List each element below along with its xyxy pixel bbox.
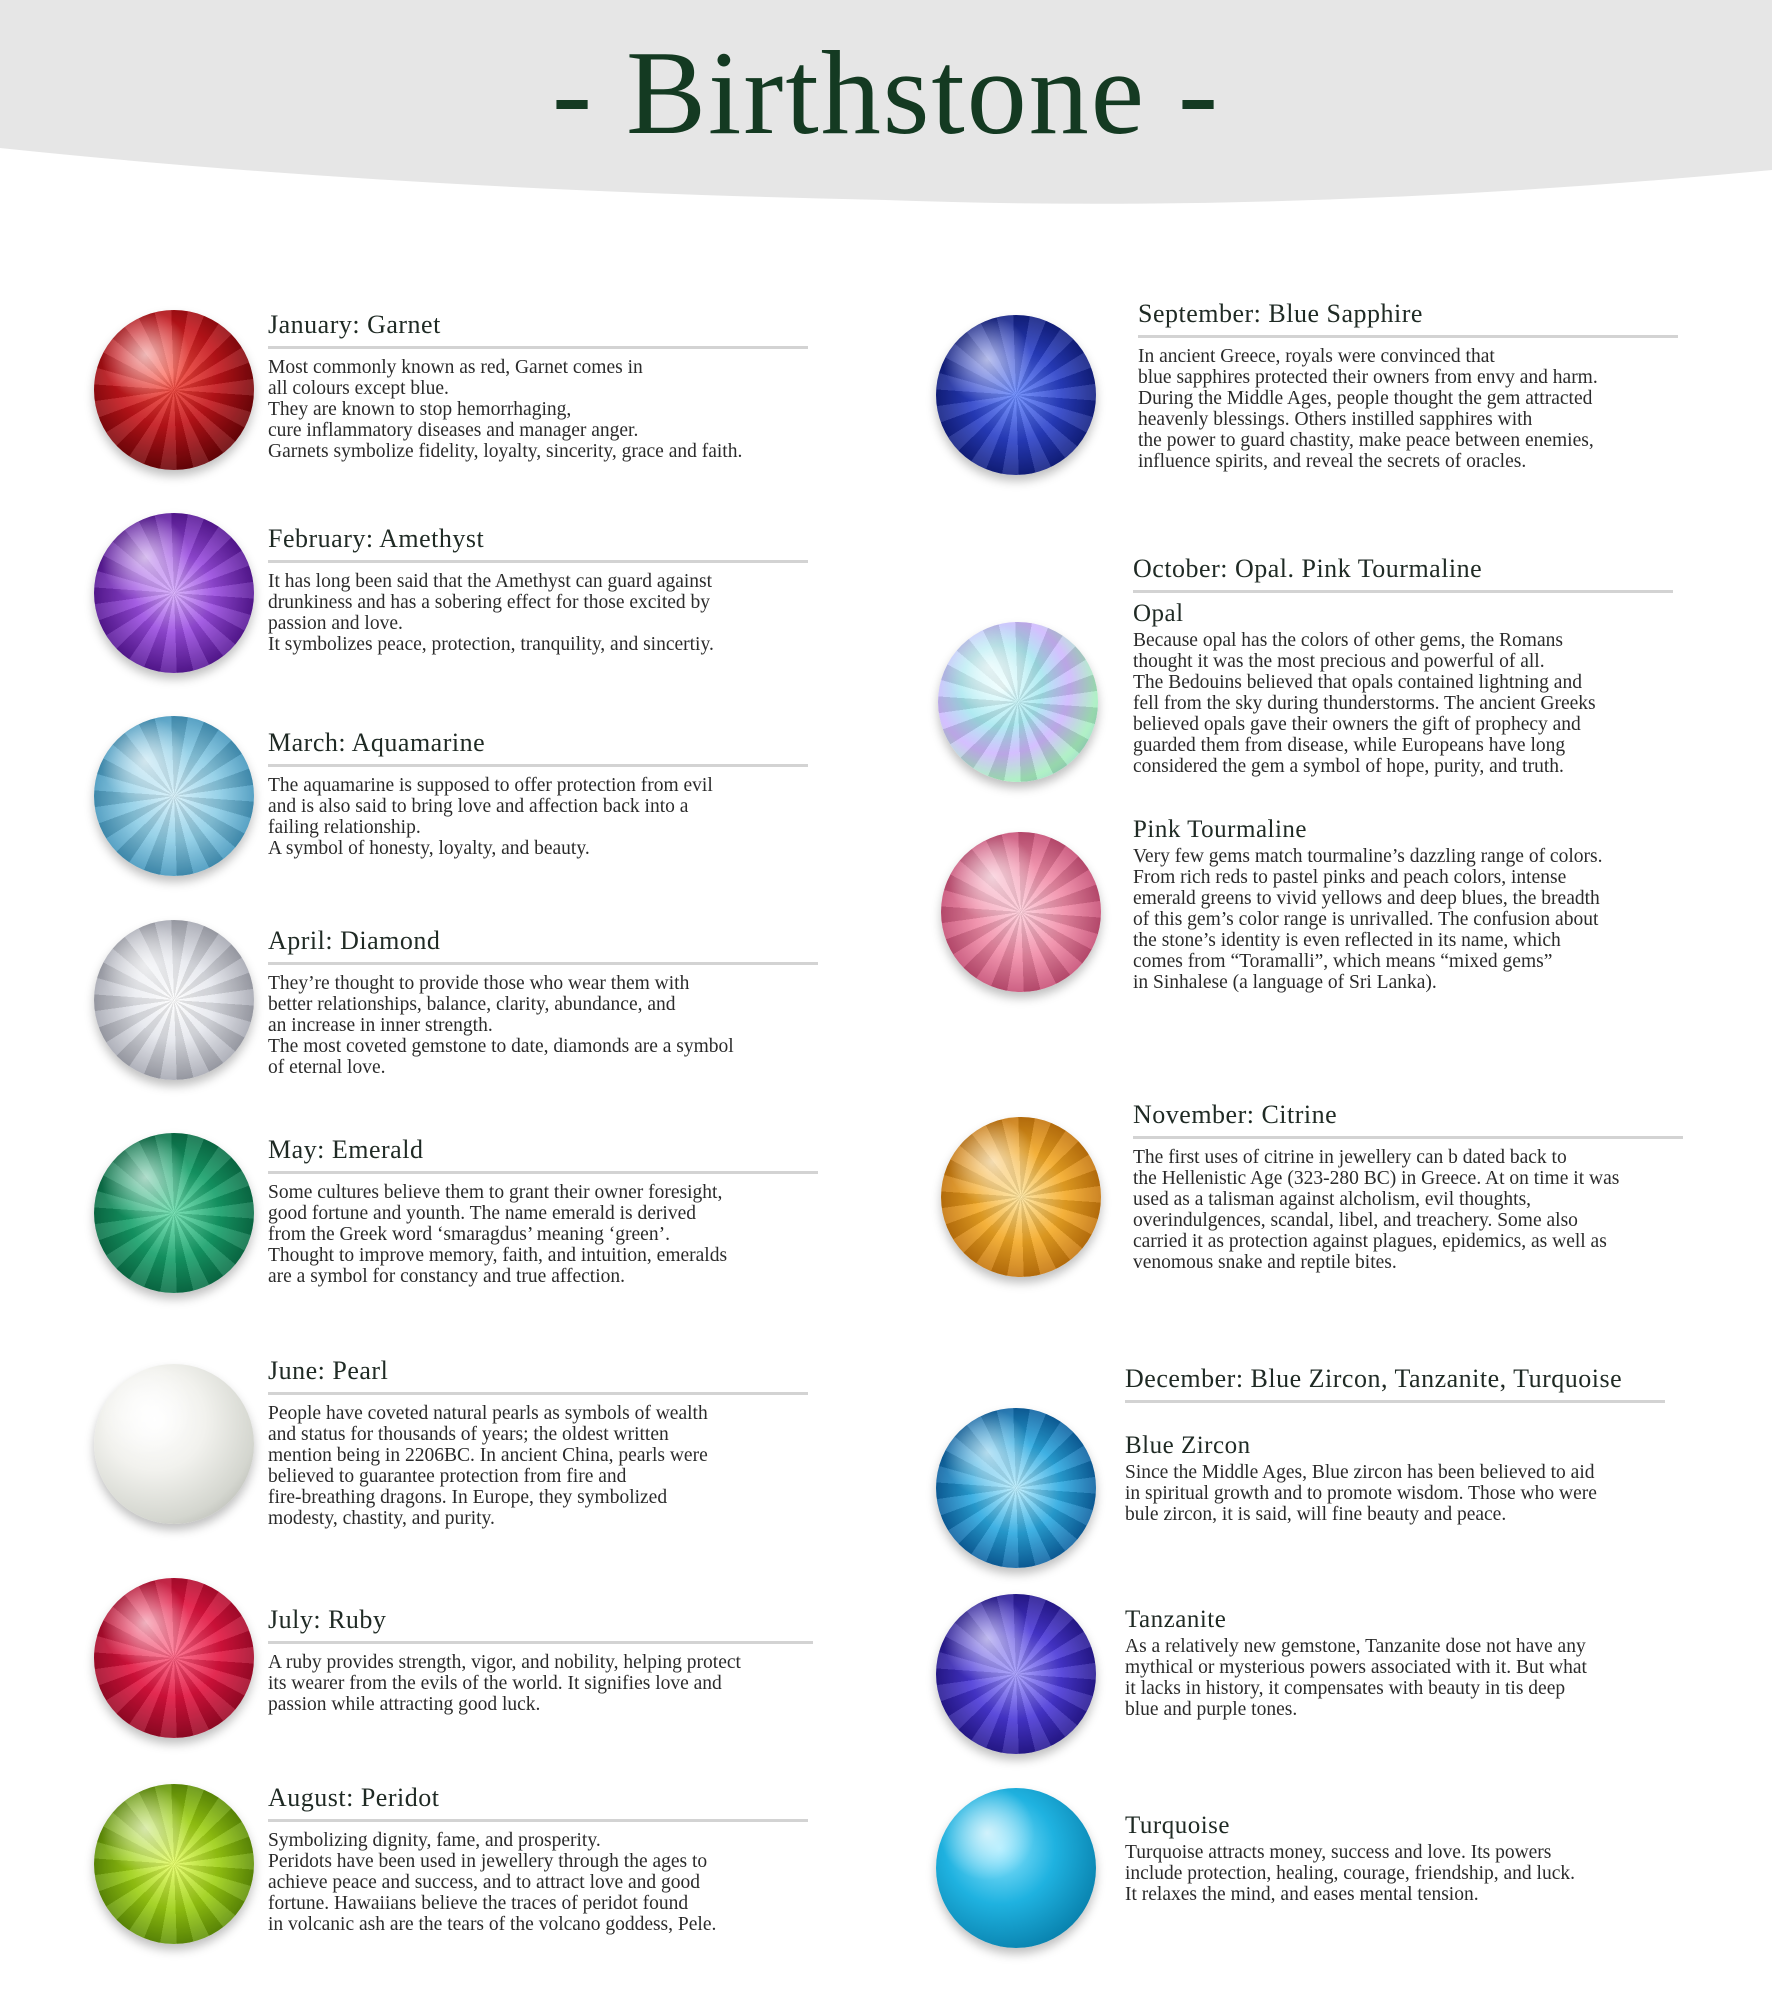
december-heading: December: Blue Zircon, Tanzanite, Turquoise — [1125, 1362, 1665, 1403]
october-heading: October: Opal. Pink Tourmaline — [1133, 552, 1673, 593]
blue-zircon-text: Since the Middle Ages, Blue zircon has been believed to aid in spiritual growth and to promote wisdom. Those who were bule zircon, it is said, will fine beauty and peace. — [1125, 1462, 1597, 1525]
may-text: Some cultures believe them to grant their owner foresight, good fortune and younth. The name emerald is derived from the Greek word ‘smaragdus’ meaning ‘green’. Thought to improve memory, faith, and intuition, emeralds are a symbol for constancy and true affection. — [268, 1182, 728, 1287]
january-entry — [268, 308, 808, 462]
december-entry — [1125, 1362, 1665, 1403]
turquoise-entry — [1125, 1810, 1675, 1905]
tanzanite-subheading: Tanzanite — [1125, 1606, 1227, 1633]
july-text: A ruby provides strength, vigor, and nobility, helping protect its wearer from the evils of the world. It signifies love and passion while attracting good luck. — [268, 1652, 741, 1715]
november-heading: November: Citrine — [1133, 1098, 1683, 1139]
page-title: - Birthstone - — [552, 26, 1220, 159]
may-heading: May: Emerald — [268, 1133, 818, 1174]
august-text: Symbolizing dignity, fame, and prosperity. Peridots have been used in jewellery through the ages to achieve peace and success, and to attract love and good fortune. Hawaiians believe the traces of peridot found in volcanic ash are the tears of the volcano goddess, Pele. — [268, 1830, 717, 1935]
february-text: It has long been said that the Amethyst can guard against drunkiness and has a sobering effect for those excited by passion and love. It symbolizes peace, protection, tranquility, and sincertiy. — [268, 571, 714, 655]
april-entry — [268, 924, 818, 1078]
citrine-icon — [941, 1117, 1101, 1277]
march-heading: March: Aquamarine — [268, 726, 808, 767]
turquoise-subheading: Turquoise — [1125, 1812, 1230, 1839]
blue-zircon-subheading: Blue Zircon — [1125, 1432, 1251, 1459]
february-entry — [268, 522, 808, 655]
april-heading: April: Diamond — [268, 924, 818, 965]
tanzanite-text: As a relatively new gemstone, Tanzanite dose not have any mythical or mysterious powers associated with it. But what it lacks in history, it compensates with beauty in tis deep blue and purple tones. — [1125, 1636, 1587, 1720]
turquoise-icon — [936, 1788, 1096, 1948]
february-heading: February: Amethyst — [268, 522, 808, 563]
march-entry — [268, 726, 808, 859]
january-text: Most commonly known as red, Garnet comes in all colours except blue. They are known to stop hemorrhaging, cure inflammatory diseases and manager anger. Garnets symbolize fidelity, loyalty, sincerity, grace and faith. — [268, 357, 743, 462]
november-text: The first uses of citrine in jewellery can b dated back to the Hellenistic Age (323-280 BC) in Greece. At on time it was used as a talisman against alcholism, evil thoughts, overindulgences, scandal, libel, and treachery. Some also carried it as protection against plagues, epidemics, as well as venomous snake and reptile bites. — [1133, 1147, 1620, 1273]
aquamarine-icon — [94, 716, 254, 876]
pink-tourmaline-text: Very few gems match tourmaline’s dazzling range of colors. From rich reds to pastel pinks and peach colors, intense emerald greens to vivid yellows and deep blues, the breadth of this gem’s color range is unrivalled. The confusion about the stone’s identity is even reflected in its name, which comes from “Toramalli”, which means “mixed gems” in Sinhalese (a language of Sri Lanka). — [1133, 846, 1603, 993]
blue-zircon-icon — [936, 1408, 1096, 1568]
june-heading: June: Pearl — [268, 1354, 808, 1395]
tanzanite-entry — [1125, 1604, 1675, 1720]
march-text: The aquamarine is supposed to offer protection from evil and is also said to bring love and affection back into a failing relationship. A symbol of honesty, loyalty, and beauty. — [268, 775, 713, 859]
june-text: People have coveted natural pearls as symbols of wealth and status for thousands of years; the oldest written mention being in 2206BC. In ancient China, pearls were believed to guarantee protection from fire and fire-breathing dragons. In Europe, they symbolized modesty, chastity, and purity. — [268, 1403, 708, 1529]
september-entry — [1138, 297, 1678, 472]
diamond-icon — [94, 920, 254, 1080]
september-text: In ancient Greece, royals were convinced that blue sapphires protected their owners from envy and harm. During the Middle Ages, people thought the gem attracted heavenly blessings. Others instilled sapphires with the power to guard chastity, make peace between enemies, influence spirits, and reveal the secrets of oracles. — [1138, 346, 1598, 472]
garnet-icon — [94, 310, 254, 470]
january-heading: January: Garnet — [268, 308, 808, 349]
pink-tourmaline-subheading: Pink Tourmaline — [1133, 816, 1308, 843]
peridot-icon — [94, 1784, 254, 1944]
blue-zircon-entry — [1125, 1430, 1675, 1525]
pink-tourmaline-entry — [1133, 814, 1673, 993]
september-heading: September: Blue Sapphire — [1138, 297, 1678, 338]
opal-entry — [1133, 598, 1673, 777]
opal-text: Because opal has the colors of other gems, the Romans thought it was the most precious and powerful of all. The Bedouins believed that opals contained lightning and fell from the sky during thunderstorms. The ancient Greeks believed opals gave their owners the gift of prophecy and guarded them from disease, while Europeans have long considered the gem a symbol of hope, purity, and truth. — [1133, 630, 1596, 777]
april-text: They’re thought to provide those who wear them with better relationships, balance, clarity, abundance, and an increase in inner strength. The most coveted gemstone to date, diamonds are a symbol of eternal love. — [268, 973, 734, 1078]
pearl-icon — [94, 1364, 254, 1524]
november-entry — [1133, 1098, 1683, 1273]
july-heading: July: Ruby — [268, 1603, 813, 1644]
ruby-icon — [94, 1578, 254, 1738]
sapphire-icon — [936, 315, 1096, 475]
pink-tourmaline-icon — [941, 832, 1101, 992]
emerald-icon — [94, 1133, 254, 1293]
august-entry — [268, 1781, 808, 1935]
may-entry — [268, 1133, 818, 1287]
august-heading: August: Peridot — [268, 1781, 808, 1822]
june-entry — [268, 1354, 808, 1529]
tanzanite-icon — [936, 1594, 1096, 1754]
opal-icon — [938, 622, 1098, 782]
july-entry — [268, 1603, 813, 1715]
opal-subheading: Opal — [1133, 600, 1184, 627]
turquoise-text: Turquoise attracts money, success and love. Its powers include protection, healing, courage, friendship, and luck. It relaxes the mind, and eases mental tension. — [1125, 1842, 1575, 1905]
amethyst-icon — [94, 513, 254, 673]
october-entry — [1133, 552, 1673, 593]
